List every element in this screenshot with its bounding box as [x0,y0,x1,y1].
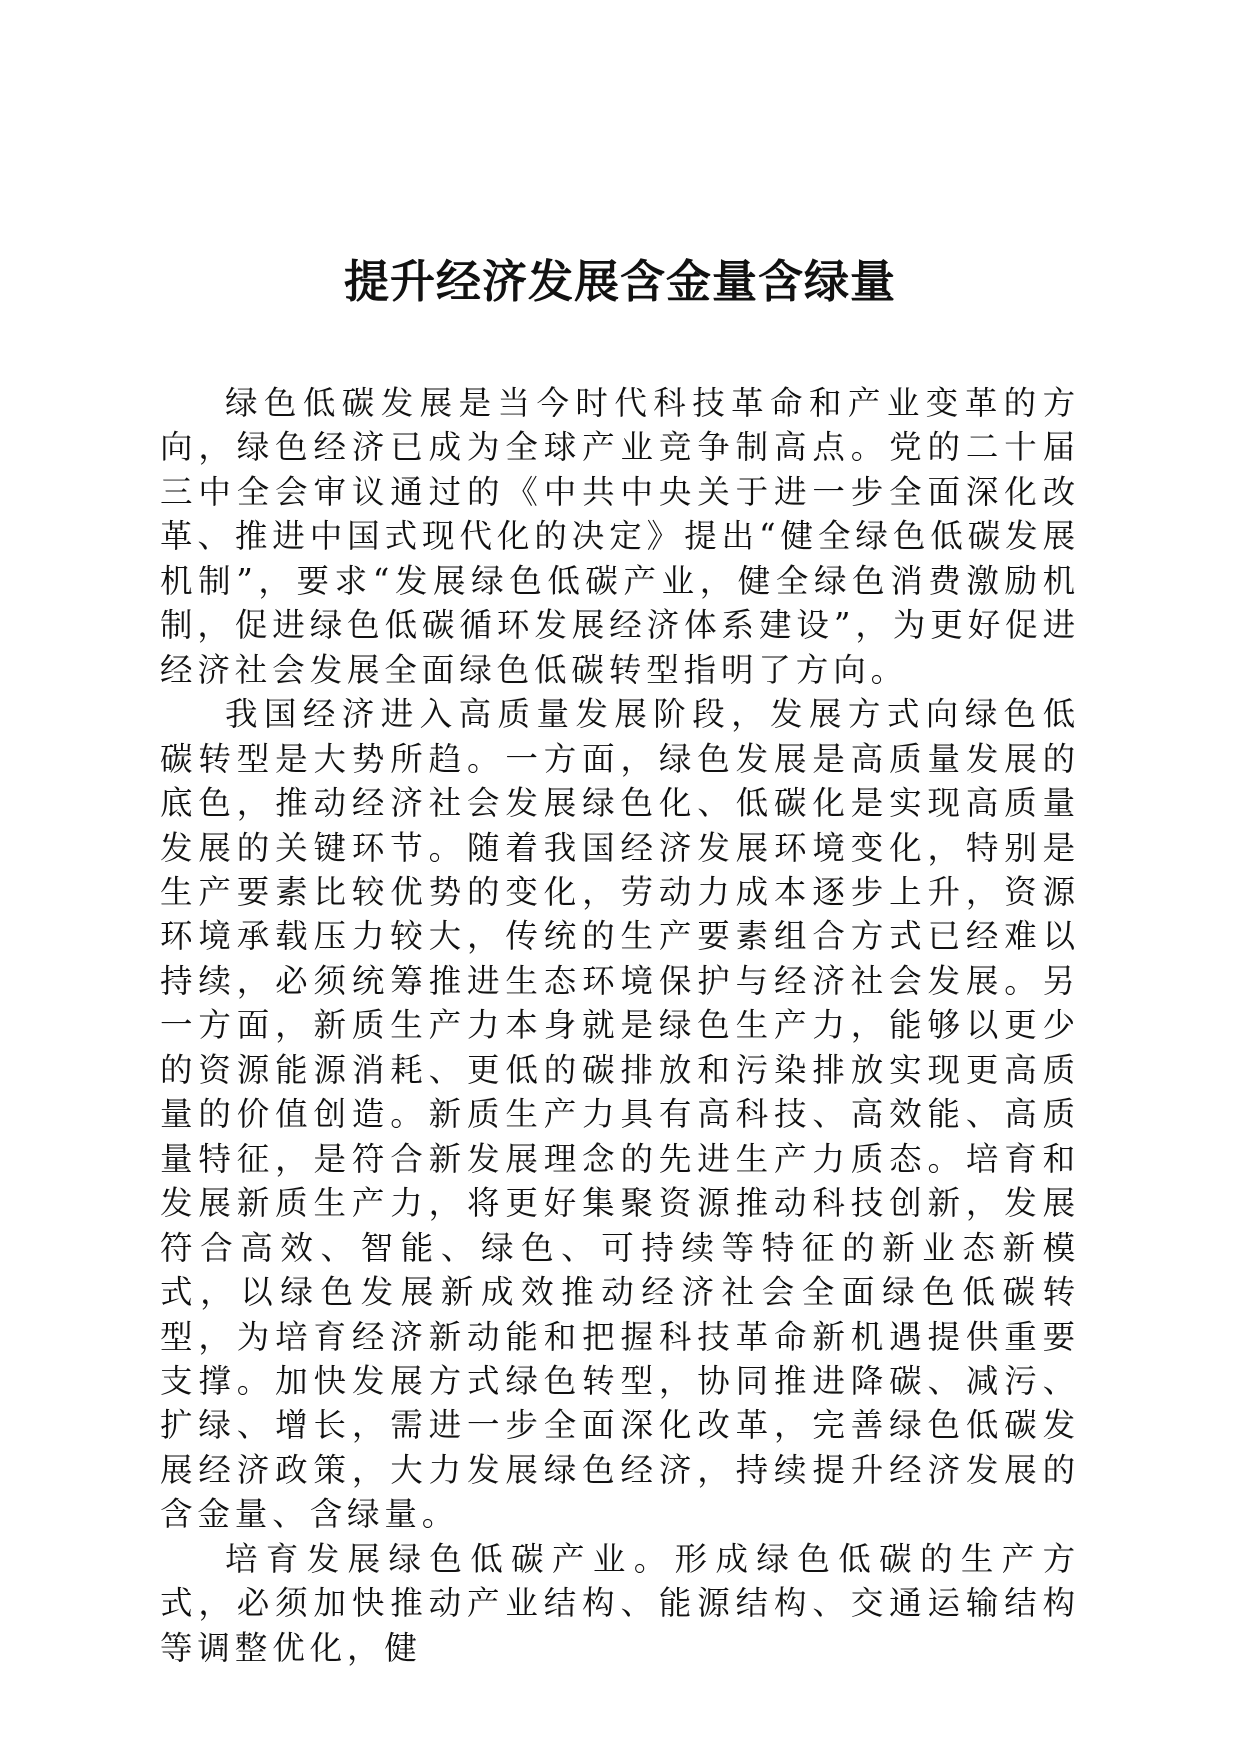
paragraph-high-quality-development: 我国经济进入高质量发展阶段，发展方式向绿色低碳转型是大势所趋。一方面，绿色发展是高质量发展的底色，推动经济社会发展绿色化、低碳化是实现高质量发展的关键环节。随着我国经济发展环境变化，特别是生产要素比较优势的变化，劳动力成本逐步上升，资源环境承载压力较大，传统的生产要素组合方式已经难以持续，必须统筹推进生态环境保护与经济社会发展。另一方面，新质生产力本身就是绿色生产力，能够以更少的资源能源消耗、更低的碳排放和污染排放实现更高质量的价值创造。新质生产力具有高科技、高效能、高质量特征，是符合新发展理念的先进生产力质态。培育和发展新质生产力，将更好集聚资源推动科技创新，发展符合高效、智能、绿色、可持续等特征的新业态新模式，以绿色发展新成效推动经济社会全面绿色低碳转型，为培育经济新动能和把握科技革命新机遇提供重要支撑。加快发展方式绿色转型，协同推进降碳、减污、扩绿、增长，需进一步全面深化改革，完善绿色低碳发展经济政策，大力发展绿色经济，持续提升经济发展的含金量、含绿量。 [160,695,1080,1534]
document-body [160,381,1080,1670]
paragraph-green-industry: 培育发展绿色低碳产业。形成绿色低碳的生产方式，必须加快推动产业结构、能源结构、交通运输结构等调整优化，健 [160,1539,1080,1667]
document-title: 提升经济发展含金量含绿量 [343,255,896,308]
paragraph-intro: 绿色低碳发展是当今时代科技革命和产业变革的方向，绿色经济已成为全球产业竞争制高点。党的二十届三中全会审议通过的《中共中央关于进一步全面深化改革、推进中国式现代化的决定》提出“健全绿色低碳发展机制”，要求“发展绿色低碳产业，健全绿色消费激励机制，促进绿色低碳循环发展经济体系建设”，为更好促进经济社会发展全面绿色低碳转型指明了方向。 [160,384,1080,689]
